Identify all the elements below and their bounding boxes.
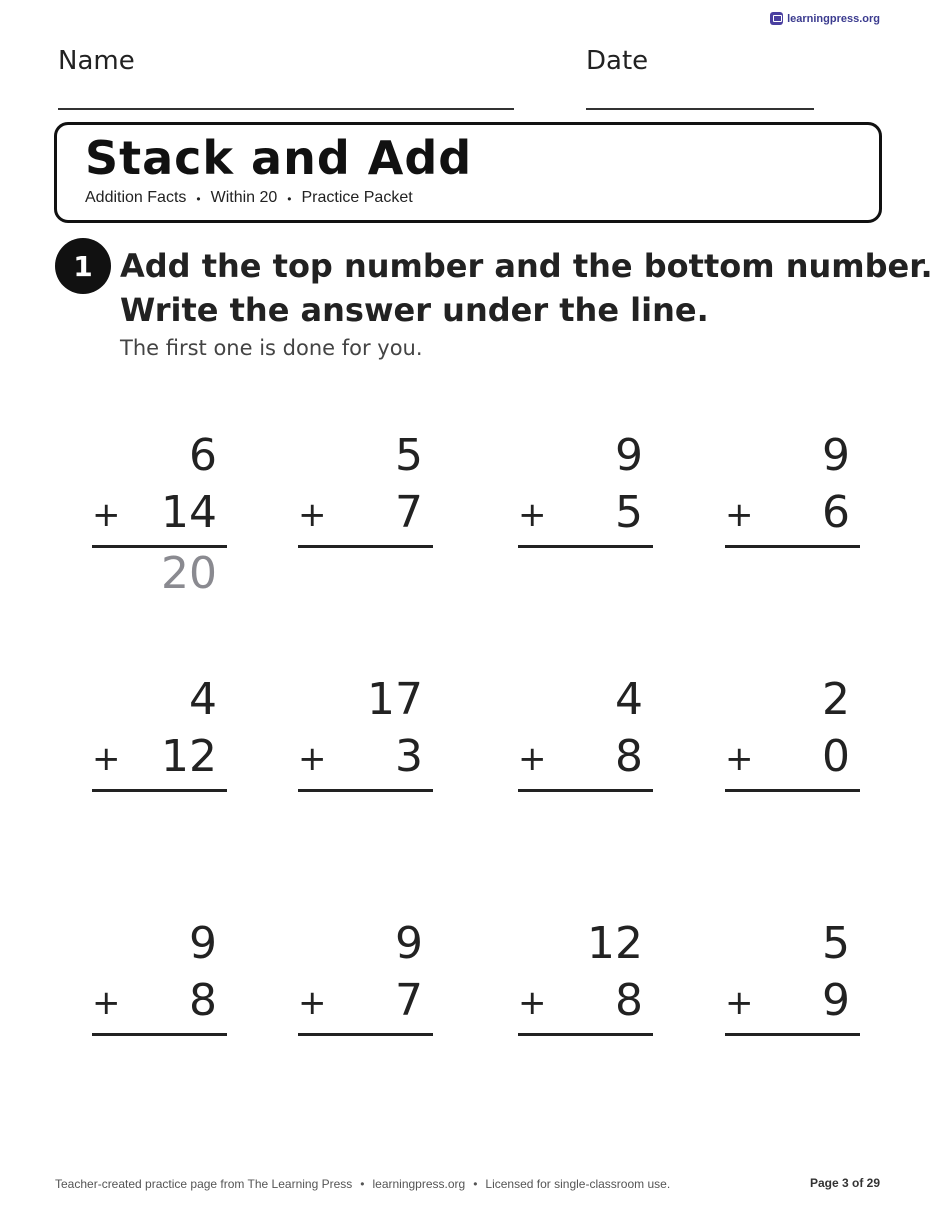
footer-license: Licensed for single-classroom use.	[485, 1177, 671, 1191]
instructions	[120, 244, 933, 332]
top-number: 9	[822, 430, 850, 481]
footer-credit: Teacher-created practice page from The Learning Press	[55, 1177, 353, 1191]
bottom-number: 5	[615, 487, 643, 538]
brand-name: learningpress.org	[787, 12, 880, 25]
bottom-number: 6	[822, 487, 850, 538]
bottom-number: 3	[395, 731, 423, 782]
answer-line	[518, 545, 653, 548]
top-number: 9	[189, 918, 217, 969]
answer-line	[725, 789, 860, 792]
addition-problem	[518, 430, 653, 600]
instruction-hint: The first one is done for you.	[120, 336, 423, 360]
subtitle-part: Practice Packet	[301, 189, 413, 206]
plus-sign: +	[518, 983, 547, 1023]
answer-line	[298, 789, 433, 792]
plus-sign: +	[725, 983, 754, 1023]
bottom-number: 7	[395, 487, 423, 538]
top-number: 5	[395, 430, 423, 481]
addition-problem	[518, 674, 653, 844]
answer-line	[725, 545, 860, 548]
addition-problem	[298, 430, 433, 600]
page-title: Stack and Add	[85, 131, 473, 185]
addition-problem	[725, 430, 860, 600]
instruction-line-2: Write the answer under the line.	[120, 291, 709, 329]
plus-sign: +	[518, 495, 547, 535]
subtitle-part: Addition Facts	[85, 189, 187, 206]
plus-sign: +	[298, 983, 327, 1023]
instruction-line-1: Add the top number and the bottom number.	[120, 247, 933, 285]
addition-problem	[298, 918, 433, 1088]
top-number: 2	[822, 674, 850, 725]
plus-sign: +	[298, 495, 327, 535]
addition-problem	[92, 430, 227, 600]
top-number: 4	[189, 674, 217, 725]
answer-field[interactable]: 20	[161, 548, 217, 599]
answer-line	[725, 1033, 860, 1036]
bottom-number: 8	[615, 731, 643, 782]
plus-sign: +	[92, 983, 121, 1023]
bottom-number: 12	[161, 731, 217, 782]
plus-sign: +	[518, 739, 547, 779]
bottom-number: 8	[189, 975, 217, 1026]
page-number: Page 3 of 29	[809, 1176, 880, 1190]
footer-site: learningpress.org	[372, 1177, 466, 1191]
bottom-number: 0	[822, 731, 850, 782]
top-number: 9	[395, 918, 423, 969]
plus-sign: +	[92, 739, 121, 779]
top-number: 12	[587, 918, 643, 969]
answer-line	[92, 789, 227, 792]
date-label: Date	[586, 46, 649, 76]
answer-line	[298, 1033, 433, 1036]
answer-line	[92, 1033, 227, 1036]
bottom-number: 9	[822, 975, 850, 1026]
addition-problem	[725, 918, 860, 1088]
addition-problem	[725, 674, 860, 844]
answer-line	[518, 789, 653, 792]
addition-problem	[92, 674, 227, 844]
plus-sign: +	[725, 739, 754, 779]
separator-dot: •	[287, 192, 292, 206]
plus-sign: +	[725, 495, 754, 535]
answer-line	[298, 545, 433, 548]
name-line[interactable]	[58, 108, 514, 110]
date-line[interactable]	[586, 108, 814, 110]
separator-dot: •	[196, 192, 201, 206]
answer-line	[518, 1033, 653, 1036]
separator-dot: •	[473, 1177, 478, 1191]
top-number: 9	[615, 430, 643, 481]
top-number: 6	[189, 430, 217, 481]
bottom-number: 7	[395, 975, 423, 1026]
step-number-badge: 1	[55, 238, 111, 294]
top-number: 17	[367, 674, 423, 725]
plus-sign: +	[298, 739, 327, 779]
plus-sign: +	[92, 495, 121, 535]
top-number: 4	[615, 674, 643, 725]
addition-problem	[298, 674, 433, 844]
book-icon	[770, 12, 783, 25]
footer	[55, 1177, 670, 1191]
addition-problem	[518, 918, 653, 1088]
brand-logo	[770, 12, 880, 25]
separator-dot: •	[360, 1177, 365, 1191]
bottom-number: 14	[161, 487, 217, 538]
subtitle	[85, 189, 413, 209]
title-box	[54, 122, 882, 223]
name-label: Name	[58, 46, 135, 76]
subtitle-part: Within 20	[210, 189, 278, 206]
top-number: 5	[822, 918, 850, 969]
addition-problem	[92, 918, 227, 1088]
bottom-number: 8	[615, 975, 643, 1026]
